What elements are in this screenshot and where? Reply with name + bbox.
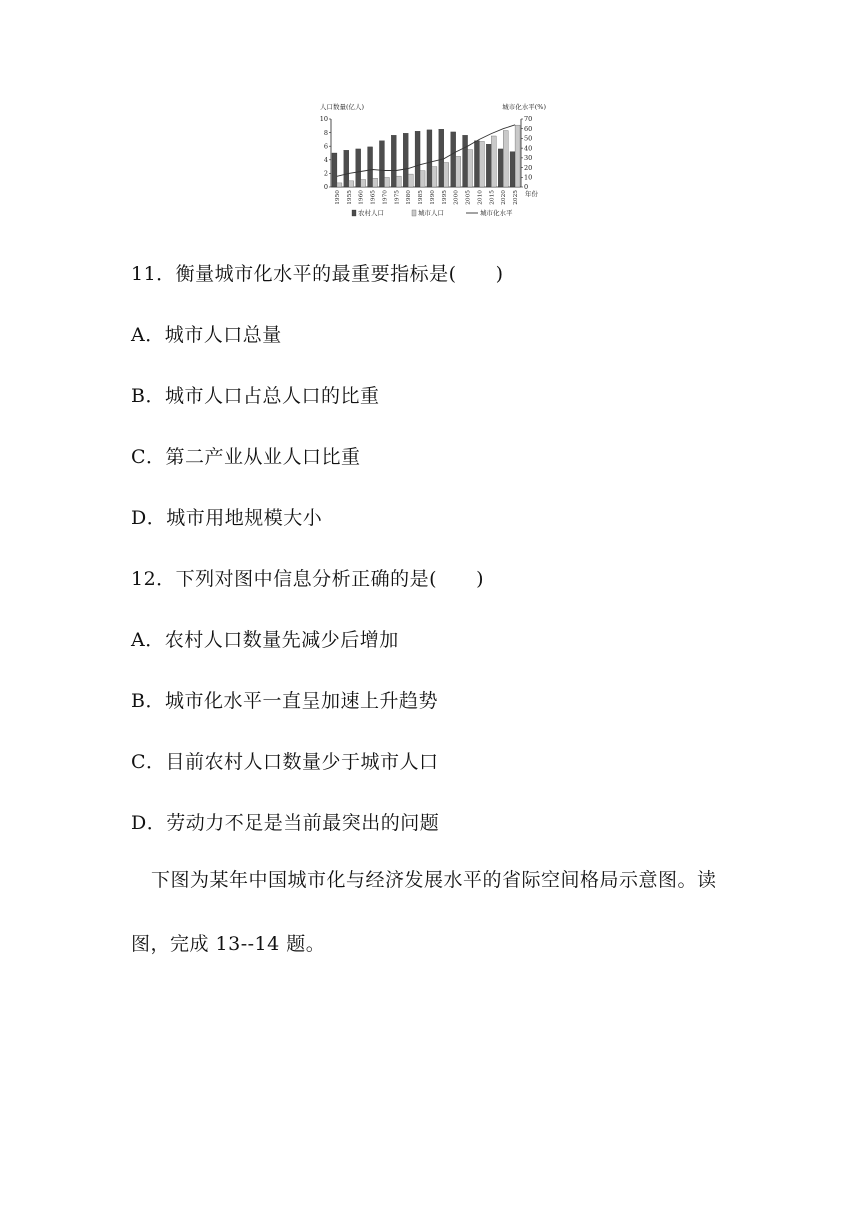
legend-rural-swatch: [352, 210, 356, 216]
x-tick-label: 1950: [334, 190, 341, 205]
rural-population-bar: [415, 131, 420, 187]
urban-population-bar: [491, 136, 496, 187]
left-tick-label: 10: [319, 115, 328, 124]
rural-population-bar: [344, 150, 349, 187]
urban-population-bar: [373, 178, 378, 187]
urban-population-bar: [420, 171, 425, 187]
urban-population-bar: [456, 156, 461, 187]
chart-svg: [318, 98, 548, 224]
rural-population-bar: [439, 129, 444, 187]
urban-population-bar: [361, 180, 366, 187]
x-tick-label: 1965: [370, 190, 377, 205]
urban-population-bar: [408, 174, 413, 187]
urban-population-bar: [515, 125, 520, 187]
question-12-option-d: D．劳动力不足是当前最突出的问题: [131, 812, 440, 834]
urban-population-bar: [349, 181, 354, 187]
right-tick-label: 50: [524, 134, 533, 143]
rural-population-bar: [427, 130, 432, 187]
population-urbanization-chart: [318, 98, 548, 224]
question-11-option-a: A．城市人口总量: [131, 324, 282, 346]
right-tick-label: 10: [524, 173, 533, 182]
right-axis-title: 城市化水平(%): [502, 103, 546, 111]
x-tick-label: 1990: [429, 190, 436, 205]
intro-line-1: 下图为某年中国城市化与经济发展水平的省际空间格局示意图。读: [151, 869, 717, 891]
intro-line-2: 图，完成 13--14 题。: [131, 933, 326, 955]
question-11-option-c: C．第二产业从业人口比重: [131, 446, 361, 468]
x-tick-label: 1975: [394, 190, 401, 205]
urban-population-bar: [444, 163, 449, 187]
left-tick-label: 6: [323, 142, 328, 151]
rural-population-bar: [391, 135, 396, 187]
legend-urban-swatch: [412, 210, 416, 216]
rural-population-bar: [356, 149, 361, 187]
urban-population-bar: [479, 141, 484, 187]
question-11-option-d: D．城市用地规模大小: [131, 507, 323, 529]
right-tick-label: 70: [524, 115, 533, 124]
x-tick-label: 1960: [358, 190, 365, 205]
rural-population-bar: [474, 141, 479, 187]
rural-population-bar: [498, 149, 503, 187]
urban-population-bar: [432, 167, 437, 187]
urban-population-bar: [384, 177, 389, 187]
x-tick-label: 1985: [418, 190, 425, 205]
rural-population-bar: [403, 133, 408, 187]
x-tick-label: 1980: [406, 190, 413, 205]
rural-population-bar: [486, 144, 491, 187]
urban-population-bar: [468, 150, 473, 187]
x-tick-label: 2025: [513, 190, 520, 205]
intro-paragraph: [131, 866, 741, 958]
question-12-option-a: A．农村人口数量先减少后增加: [131, 629, 399, 651]
left-tick-label: 4: [323, 156, 328, 164]
rural-population-bar: [332, 153, 337, 187]
question-12-option-b: B．城市化水平一直呈加速上升趋势: [131, 690, 438, 712]
right-tick-label: 30: [524, 154, 533, 163]
x-tick-label: 2010: [477, 190, 484, 205]
legend-urban-label: 城市人口: [418, 209, 444, 217]
x-tick-label: 2005: [465, 190, 472, 205]
urban-population-bar: [337, 183, 342, 187]
left-tick-label: 2: [323, 169, 328, 178]
legend-line-label: 城市化水平: [480, 209, 513, 217]
right-tick-label: 40: [524, 144, 533, 153]
question-11-stem: 11．衡量城市化水平的最重要指标是( ): [131, 263, 504, 285]
x-tick-label: 1955: [346, 190, 353, 205]
x-tick-label: 2020: [501, 190, 508, 205]
x-tick-label: 2000: [453, 190, 460, 205]
rural-population-bar: [368, 147, 373, 187]
legend-rural-label: 农村人口: [358, 209, 384, 217]
x-axis-title: 年份: [525, 190, 538, 198]
x-tick-label: 2015: [489, 190, 496, 205]
left-axis-title: 人口数量(亿人): [320, 103, 365, 111]
rural-population-bar: [463, 135, 468, 187]
rural-population-bar: [379, 141, 384, 187]
left-tick-label: 8: [323, 128, 328, 137]
right-tick-label: 20: [524, 163, 533, 172]
right-tick-label: 60: [524, 124, 533, 133]
question-12-option-c: C．目前农村人口数量少于城市人口: [131, 751, 439, 773]
x-tick-label: 1995: [441, 190, 448, 205]
rural-population-bar: [451, 132, 456, 187]
left-tick-label: 0: [323, 183, 328, 192]
urban-population-bar: [396, 176, 401, 187]
urban-population-bar: [503, 131, 508, 187]
rural-population-bar: [510, 152, 515, 187]
right-tick-label: 0: [524, 183, 529, 192]
x-tick-label: 1970: [382, 190, 389, 205]
question-11-option-b: B．城市人口占总人口的比重: [131, 385, 380, 407]
question-12-stem: 12．下列对图中信息分析正确的是( ): [131, 568, 485, 590]
